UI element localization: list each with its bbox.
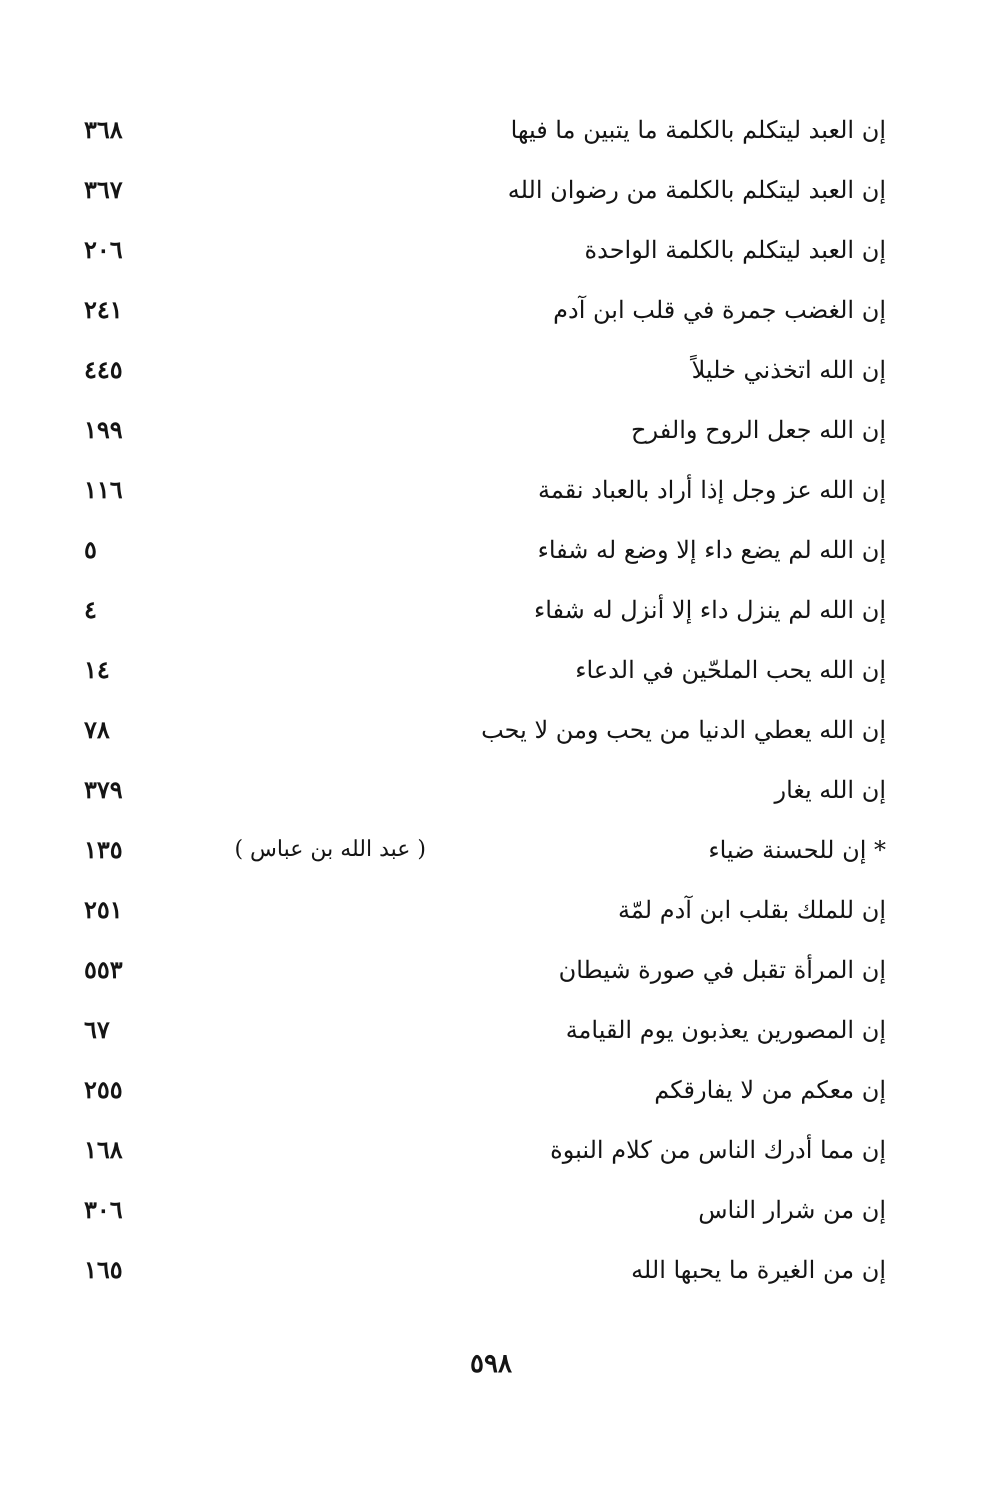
hadith-text: إن العبد ليتكلم بالكلمة من رضوان الله xyxy=(507,176,886,204)
index-entry xyxy=(0,1060,982,1120)
hadith-text: إن الله يعطي الدنيا من يحب ومن لا يحب xyxy=(481,716,886,744)
hadith-text: إن مما أدرك الناس من كلام النبوة xyxy=(550,1136,886,1164)
hadith-text: إن الله لم يضع داء إلا وضع له شفاء xyxy=(537,536,886,564)
index-entry xyxy=(0,460,982,520)
hadith-text: إن من شرار الناس xyxy=(698,1196,886,1224)
index-entry xyxy=(0,520,982,580)
page-reference: ١٣٥ xyxy=(84,835,123,864)
page-reference: ٢٠٦ xyxy=(84,235,123,264)
page-reference: ١٦٥ xyxy=(84,1255,123,1284)
hadith-text: * إن للحسنة ضياء xyxy=(708,836,886,864)
hadith-text: إن الله يحب الملحّين في الدعاء xyxy=(575,656,886,684)
hadith-text: إن المصورين يعذبون يوم القيامة xyxy=(565,1016,886,1044)
index-entry xyxy=(0,700,982,760)
hadith-text: إن الله اتخذني خليلاً xyxy=(691,356,886,384)
page-reference: ٢٥٥ xyxy=(84,1075,123,1104)
index-entry xyxy=(0,640,982,700)
page-number: ٥٩٨ xyxy=(470,1349,512,1379)
index-entry xyxy=(0,580,982,640)
index-entry xyxy=(0,1240,982,1300)
index-entry xyxy=(0,160,982,220)
hadith-text: إن الله لم ينزل داء إلا أنزل له شفاء xyxy=(533,596,886,624)
index-entry xyxy=(0,1180,982,1240)
hadith-text: إن معكم من لا يفارقكم xyxy=(654,1076,886,1104)
narrator-source: ( عبد الله بن عباس ) xyxy=(234,837,426,862)
page-reference: ١٤ xyxy=(84,655,110,684)
index-entry xyxy=(0,100,982,160)
page-reference: ٢٤١ xyxy=(84,295,123,324)
index-entry xyxy=(0,1120,982,1180)
page-reference: ٤٤٥ xyxy=(84,355,123,384)
page-reference: ١٦٨ xyxy=(84,1135,123,1164)
hadith-text: إن الله جعل الروح والفرح xyxy=(631,416,886,444)
page-reference: ١٩٩ xyxy=(84,415,123,444)
page-reference: ٢٥١ xyxy=(84,895,123,924)
hadith-text: إن الله عز وجل إذا أراد بالعباد نقمة xyxy=(538,476,886,504)
page-reference: ١١٦ xyxy=(84,475,123,504)
hadith-text: إن من الغيرة ما يحبها الله xyxy=(631,1256,886,1284)
hadith-text: إن المرأة تقبل في صورة شيطان xyxy=(558,956,886,984)
hadith-text: إن الغضب جمرة في قلب ابن آدم xyxy=(553,296,886,324)
page-reference: ٣٠٦ xyxy=(84,1195,123,1224)
page-reference: ٣٦٧ xyxy=(84,175,123,204)
hadith-text: إن العبد ليتكلم بالكلمة ما يتبين ما فيها xyxy=(510,116,886,144)
index-entry xyxy=(0,400,982,460)
page-reference: ٣٦٨ xyxy=(84,115,123,144)
hadith-text: إن للملك بقلب ابن آدم لمّة xyxy=(618,896,886,924)
hadith-index-list xyxy=(0,100,982,1300)
hadith-text: إن العبد ليتكلم بالكلمة الواحدة xyxy=(584,236,886,264)
index-entry xyxy=(0,760,982,820)
index-entry xyxy=(0,940,982,1000)
page-reference: ٣٧٩ xyxy=(84,775,123,804)
index-entry xyxy=(0,340,982,400)
page-reference: ٤ xyxy=(84,595,97,624)
page-reference: ٧٨ xyxy=(84,715,110,744)
index-entry xyxy=(0,280,982,340)
page-reference: ٥٥٣ xyxy=(84,955,123,984)
hadith-text: إن الله يغار xyxy=(774,776,886,804)
index-entry xyxy=(0,1000,982,1060)
index-entry xyxy=(0,820,982,880)
index-entry xyxy=(0,220,982,280)
index-entry xyxy=(0,880,982,940)
page-reference: ٦٧ xyxy=(84,1015,110,1044)
page-reference: ٥ xyxy=(84,535,97,564)
